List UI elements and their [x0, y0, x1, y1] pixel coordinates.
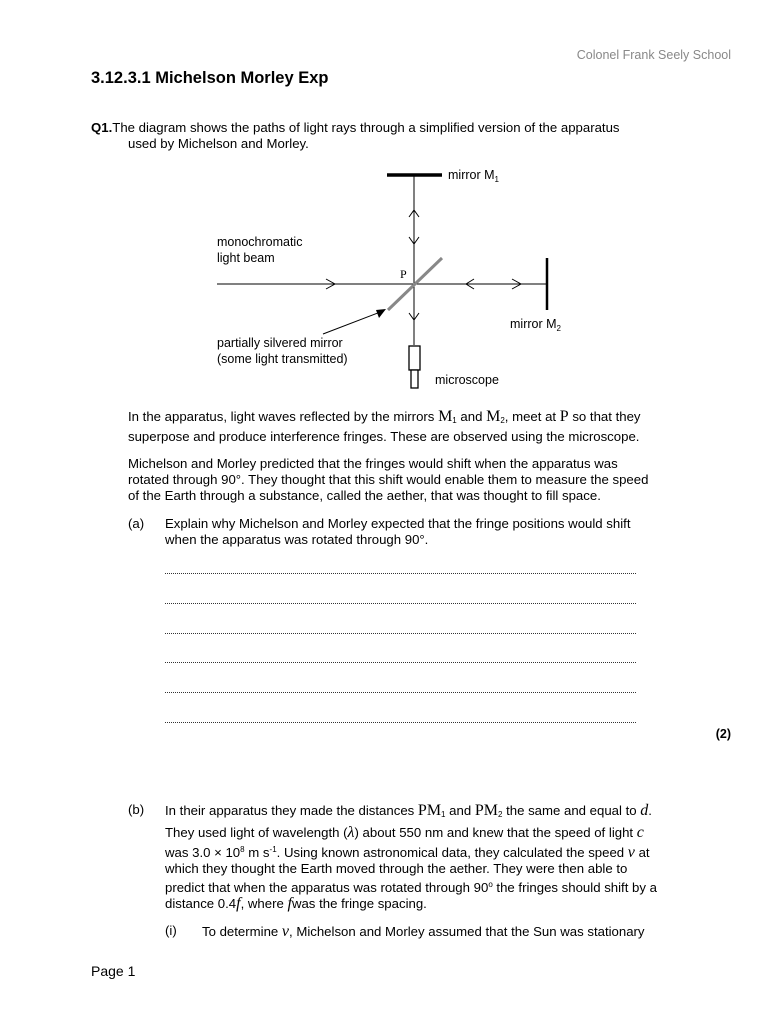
answer-line[interactable]: [165, 692, 636, 693]
point-p-label: P: [400, 267, 407, 281]
beam-label-line-2: light beam: [217, 251, 275, 265]
school-name: Colonel Frank Seely School: [576, 48, 731, 62]
mirror-pointer-head: [376, 309, 386, 318]
intro-line-1: The diagram shows the paths of light rays through a simplified version of the apparatus: [112, 120, 620, 135]
beam-label-line-1: monochromatic: [217, 235, 303, 249]
page-number: Page 1: [91, 963, 136, 979]
answer-line[interactable]: [165, 573, 636, 574]
microscope-body: [409, 346, 420, 370]
answer-line[interactable]: [165, 722, 636, 723]
intro-line-2: used by Michelson and Morley.: [128, 136, 309, 151]
question-1-intro: [91, 120, 691, 152]
part-b-i-label: (i): [165, 923, 177, 938]
answer-line[interactable]: [165, 603, 636, 604]
part-a-question: Explain why Michelson and Morley expected that the fringe positions would shift when the apparatus was rotated through 90°.: [165, 516, 631, 547]
silvered-label-line-1: partially silvered mirror: [217, 336, 343, 350]
mirror-m2-label: mirror $M_2$: [510, 317, 561, 333]
microscope-eyepiece: [411, 370, 418, 388]
part-b-label: (b): [128, 802, 145, 817]
marks-badge: (2): [715, 727, 731, 741]
part-b-i-question: To determine v, Michelson and Morley assumed that the Sun was stationary: [202, 923, 645, 940]
answer-line[interactable]: [165, 633, 636, 634]
michelson-diagram: [0, 160, 768, 400]
part-b-question: In their apparatus they made the distances $PM_1$ and $PM_2$ the same and equal to d. They used light of wavelength (λ) about 550 nm and knew that the speed of light c was $3.0 \times 10^8$ m $s^{-1}$. Using known astronomical data, they calculated the speed v at which they thought the Earth moved through the aether. They were then able to predict that when the apparatus was rotated through 90$^o$ the fringes should shift by a distance 0.4f, where fwas the fringe spacing.: [165, 802, 657, 912]
paragraph-prediction: Michelson and Morley predicted that the fringes would shift when the apparatus was rotated through 90°. They thought that this shift would enable them to measure the speed of the Earth through a substance, called the aether, that was thought to fill space.: [128, 456, 649, 503]
part-a-label: (a): [128, 516, 145, 531]
paragraph-interference: In the apparatus, light waves reflected by the mirrors $M_1$ and $M_2$, meet at P so that they superpose and produce interference fringes. These are observed using the microscope.: [128, 408, 641, 444]
page-title: 3.12.3.1 Michelson Morley Exp: [91, 69, 329, 87]
microscope-label: microscope: [435, 373, 499, 387]
answer-line[interactable]: [165, 662, 636, 663]
mirror-pointer-line: [323, 311, 383, 334]
mirror-m1-label: mirror $M_1$: [448, 168, 499, 184]
silvered-label-line-2: (some light transmitted): [217, 352, 348, 366]
question-number: Q1.: [91, 120, 113, 135]
